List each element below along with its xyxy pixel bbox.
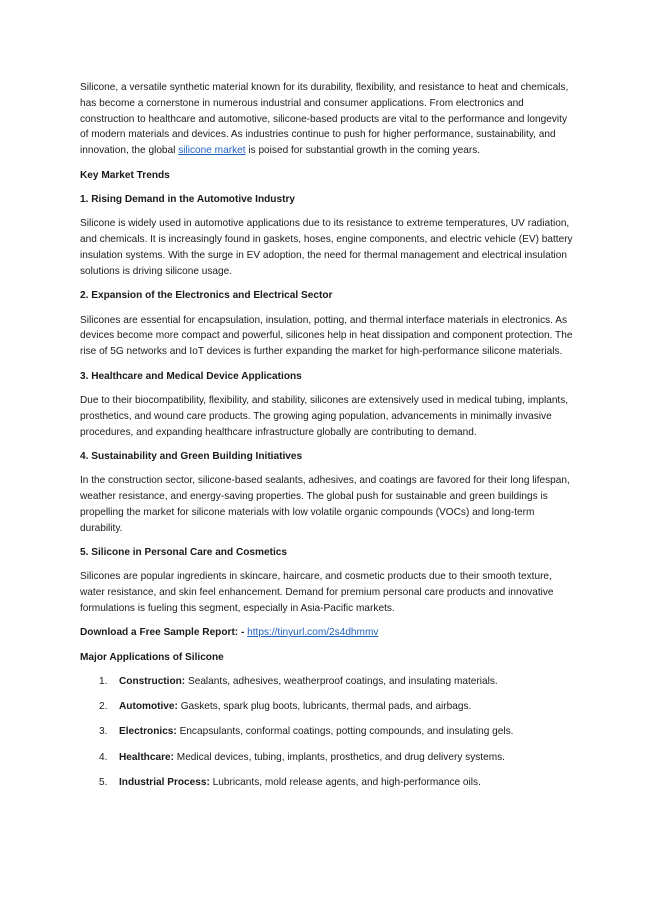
key-trends-heading: Key Market Trends bbox=[80, 169, 170, 181]
list-item-description: Medical devices, tubing, implants, prosthetics, and drug delivery systems. bbox=[173, 751, 505, 763]
section-body-automotive: Silicone is widely used in automotive applications due to its resistance to extreme temperatures, UV radiation, and chemicals. It is increasingly found in gaskets, hoses, engine components, and electric vehicle (EV) battery insulation systems. With the surge in EV adoption, the need for thermal management and electrical insulation solutions is driving silicone usage. bbox=[80, 218, 573, 277]
list-item bbox=[80, 724, 574, 740]
list-item-number: 1. bbox=[99, 676, 108, 688]
list-item-description: Lubricants, mold release agents, and high-performance oils. bbox=[209, 776, 481, 788]
list-item bbox=[80, 699, 574, 715]
list-item-number: 2. bbox=[99, 701, 108, 713]
list-item bbox=[80, 750, 574, 766]
list-item-term: Electronics: bbox=[119, 726, 177, 738]
section-heading-healthcare: 3. Healthcare and Medical Device Applications bbox=[80, 370, 302, 382]
list-item-number: 4. bbox=[99, 751, 108, 763]
list-item-term: Construction: bbox=[119, 676, 186, 688]
section-body-healthcare: Due to their biocompatibility, flexibility, and stability, silicones are extensively used in medical tubing, implants, prosthetics, and wound care products. The growing aging population, advancements in minimally invasive procedures, and expanding healthcare infrastructure globally are contributing to demand. bbox=[80, 394, 569, 438]
section-heading-automotive: 1. Rising Demand in the Automotive Industry bbox=[80, 193, 295, 205]
section-body-electronics: Silicones are essential for encapsulation, insulation, potting, and thermal interface materials in electronics. As devices become more compact and powerful, silicones help in heat dissipation and component protection. The rise of 5G networks and IoT devices is further expanding the market for high-performance silicone materials. bbox=[80, 314, 573, 358]
section-body-personal-care: Silicones are popular ingredients in skincare, haircare, and cosmetic products due to their smooth texture, water resistance, and skin feel enhancement. Demand for premium personal care products and innovative formulations is fueling this segment, especially in Asia-Pacific markets. bbox=[80, 571, 554, 615]
applications-heading: Major Applications of Silicone bbox=[80, 651, 224, 663]
list-item-term: Automotive: bbox=[119, 701, 178, 713]
list-item-description: Gaskets, spark plug boots, lubricants, thermal pads, and airbags. bbox=[177, 701, 472, 713]
list-item-description: Encapsulants, conformal coatings, potting compounds, and insulating gels. bbox=[176, 726, 514, 738]
silicone-market-link[interactable]: silicone market bbox=[178, 145, 246, 157]
intro-paragraph bbox=[80, 80, 574, 159]
download-sample-line bbox=[80, 625, 574, 641]
list-item-number: 5. bbox=[99, 776, 108, 788]
download-label: Download a Free Sample Report: - bbox=[80, 627, 248, 639]
section-heading-sustainability: 4. Sustainability and Green Building Initiatives bbox=[80, 450, 303, 462]
intro-text: Silicone, a versatile synthetic material known for its durability, flexibility, and resistance to heat and chemicals, has become a cornerstone in numerous industrial and consumer applications. From electronics and construction to healthcare and automotive, silicone-based products are vital to the performance and longevity of modern materials and devices. As industries continue to push for higher performance, sustainability, and innovation, the global bbox=[80, 82, 569, 157]
list-item bbox=[80, 674, 574, 690]
applications-list bbox=[80, 674, 574, 790]
intro-text-end: is poised for substantial growth in the coming years. bbox=[245, 145, 481, 157]
section-heading-personal-care: 5. Silicone in Personal Care and Cosmetics bbox=[80, 547, 287, 559]
section-heading-electronics: 2. Expansion of the Electronics and Electrical Sector bbox=[80, 290, 333, 302]
section-body-sustainability: In the construction sector, silicone-based sealants, adhesives, and coatings are favored for their long lifespan, weather resistance, and energy-saving properties. The global push for sustainable and green buildings is propelling the market for silicone materials with low volatile organic compounds (VOCs) and long-term durability. bbox=[80, 475, 570, 534]
download-sample-link[interactable]: https://tinyurl.com/2s4dhmmv bbox=[247, 627, 379, 639]
list-item bbox=[80, 775, 574, 791]
list-item-term: Industrial Process: bbox=[119, 776, 210, 788]
list-item-number: 3. bbox=[99, 726, 108, 738]
list-item-term: Healthcare: bbox=[119, 751, 174, 763]
list-item-description: Sealants, adhesives, weatherproof coatings, and insulating materials. bbox=[185, 676, 498, 688]
